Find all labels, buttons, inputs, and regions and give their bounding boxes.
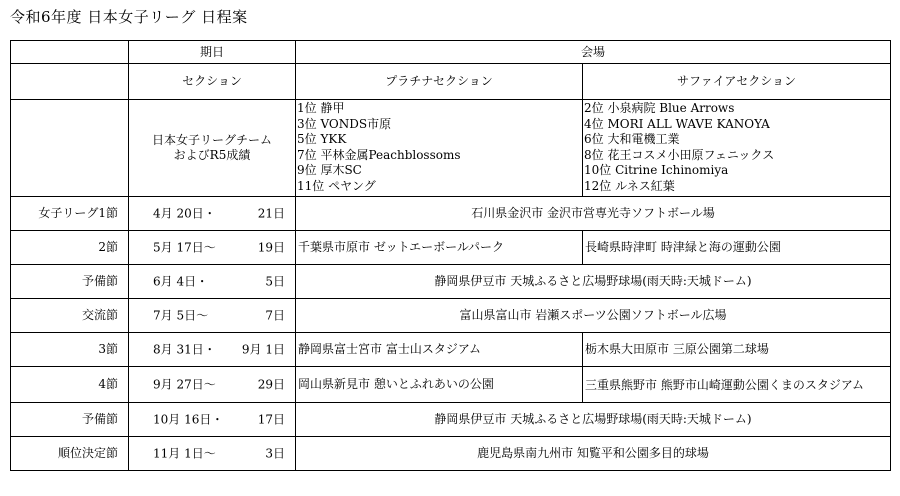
teams-label (129, 100, 296, 197)
schedule-row (11, 265, 891, 299)
round-label: 予備節 (11, 265, 129, 299)
venue-platinum: 静岡県富士宮市 富士山スタジアム (296, 333, 583, 367)
platinum-team: 7位 平林金属Peachblossoms (297, 147, 461, 162)
teams-label-line1: 日本女子リーグチーム (151, 133, 272, 147)
round-date (129, 333, 296, 367)
sapphire-team: 8位 花王コスメ小田原フェニックス (584, 147, 775, 162)
header-empty-cell (11, 41, 129, 64)
date-end: 7日 (265, 308, 285, 322)
venue-shared: 静岡県伊豆市 天城ふるさと広場野球場(雨天時:天城ドーム) (296, 403, 891, 437)
round-date (129, 265, 296, 299)
venue-shared: 静岡県伊豆市 天城ふるさと広場野球場(雨天時:天城ドーム) (296, 265, 891, 299)
sapphire-team-list (583, 100, 891, 197)
venue-shared: 石川県金沢市 金沢市営専光寺ソフトボール場 (296, 197, 891, 231)
date-start: 5月 17日～ (153, 240, 216, 254)
round-label: 3節 (11, 333, 129, 367)
schedule-row (11, 333, 891, 367)
schedule-row (11, 367, 891, 403)
round-label: 2節 (11, 231, 129, 265)
venue-column-header: 会場 (296, 41, 891, 64)
date-end: 3日 (265, 446, 285, 460)
schedule-row (11, 197, 891, 231)
date-column-header: 期日 (129, 41, 296, 64)
round-label: 交流節 (11, 299, 129, 333)
header-row (11, 41, 891, 64)
schedule-table (10, 40, 891, 471)
section-header-row (11, 64, 891, 100)
venue-sapphire: 栃木県大田原市 三原公園第二球場 (583, 333, 891, 367)
venue-sapphire: 三重県熊野市 熊野市山崎運動公園くまのスタジアム (583, 367, 891, 403)
schedule-row (11, 437, 891, 471)
section-empty-cell (11, 64, 129, 100)
platinum-team: 1位 静甲 (297, 101, 345, 115)
date-start: 10月 16日・ (153, 412, 224, 426)
venue-sapphire: 長崎県時津町 時津緑と海の運動公園 (583, 231, 891, 265)
date-end: 5日 (265, 274, 285, 288)
date-start: 8月 31日・ (153, 342, 216, 356)
venue-shared: 鹿児島県南九州市 知覧平和公園多目的球場 (296, 437, 891, 471)
date-start: 7月 5日～ (153, 308, 209, 322)
sapphire-section-header: サファイアセクション (583, 64, 891, 100)
teams-label-line2: およびR5成績 (173, 148, 251, 162)
platinum-section-header: プラチナセクション (296, 64, 583, 100)
round-date (129, 197, 296, 231)
date-start: 6月 4日・ (153, 274, 209, 288)
date-start: 4月 20日・ (153, 206, 216, 220)
round-date (129, 299, 296, 333)
sapphire-team: 12位 ルネス紅葉 (584, 178, 675, 193)
date-end: 17日 (257, 412, 285, 426)
round-date (129, 437, 296, 471)
sapphire-team: 6位 大和電機工業 (584, 132, 680, 146)
date-end: 21日 (257, 206, 285, 220)
section-label: セクション (129, 64, 296, 100)
round-label: 女子リーグ1節 (11, 197, 129, 231)
date-start: 11月 1日～ (153, 446, 216, 460)
date-end: 29日 (257, 377, 285, 391)
platinum-team: 5位 YKK (297, 132, 347, 146)
venue-shared: 富山県富山市 岩瀬スポーツ公園ソフトボール広場 (296, 299, 891, 333)
venue-platinum: 千葉県市原市 ゼットエーボールパーク (296, 231, 583, 265)
sapphire-team: 10位 Citrine Ichinomiya (584, 163, 729, 177)
round-date (129, 403, 296, 437)
round-date (129, 231, 296, 265)
sapphire-team: 4位 MORI ALL WAVE KANOYA (584, 116, 770, 131)
platinum-team-list (296, 100, 583, 197)
platinum-team: 9位 厚木SC (297, 163, 362, 177)
sapphire-team: 2位 小泉病院 Blue Arrows (584, 101, 735, 115)
round-label: 4節 (11, 367, 129, 403)
date-end: 9月 1日 (241, 342, 285, 356)
schedule-row (11, 299, 891, 333)
platinum-team: 11位 ペヤング (297, 178, 376, 193)
round-label: 順位決定節 (11, 437, 129, 471)
schedule-row (11, 231, 891, 265)
round-label: 予備節 (11, 403, 129, 437)
round-date (129, 367, 296, 403)
schedule-row (11, 403, 891, 437)
date-end: 19日 (257, 240, 285, 254)
page-title: 令和6年度 日本女子リーグ 日程案 (10, 8, 248, 26)
venue-platinum: 岡山県新見市 憩いとふれあいの公園 (296, 367, 583, 403)
teams-row (11, 100, 891, 197)
teams-empty-cell (11, 100, 129, 197)
platinum-team: 3位 VONDS市原 (297, 116, 392, 131)
date-start: 9月 27日～ (153, 377, 216, 391)
